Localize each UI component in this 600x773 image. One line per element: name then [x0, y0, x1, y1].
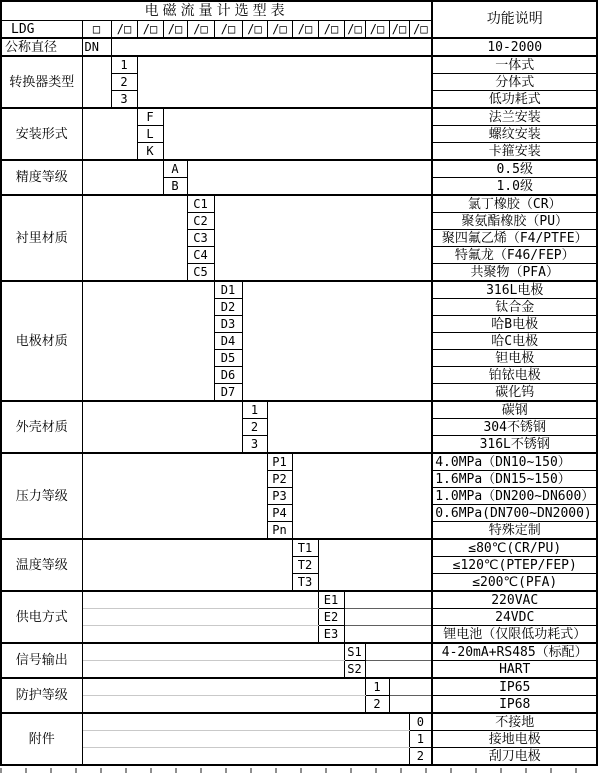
model-code-slot: /□ — [389, 21, 409, 39]
code-cell: D1 — [214, 281, 242, 299]
code-cell: C4 — [187, 247, 214, 264]
code-cell: D6 — [214, 367, 242, 384]
section-label: 衬里材质 — [1, 195, 82, 281]
spacer-cell — [389, 678, 432, 696]
code-cell: C3 — [187, 230, 214, 247]
function-desc-cell: 聚四氟乙烯（F4/PTFE） — [432, 230, 597, 247]
table-row — [1, 539, 597, 557]
code-cell: 2 — [242, 419, 267, 436]
code-cell: 2 — [409, 748, 432, 766]
table-row — [1, 661, 597, 679]
function-desc-cell: 4.0MPa（DN10~150） — [432, 453, 597, 471]
section-label: 温度等级 — [1, 539, 82, 591]
spacer-cell — [187, 160, 432, 195]
function-desc-cell: 卡箍安装 — [432, 143, 597, 161]
model-code-box: □ — [82, 21, 111, 39]
model-code-slot: /□ — [111, 21, 137, 39]
spacer-cell — [82, 539, 292, 591]
code-cell: D4 — [214, 333, 242, 350]
model-code-slot: /□ — [409, 21, 432, 39]
function-desc-cell: 氯丁橡胶（CR） — [432, 195, 597, 213]
section-label: 外壳材质 — [1, 401, 82, 453]
model-code-slot: /□ — [292, 21, 318, 39]
function-desc-cell: ≤80℃(CR/PU) — [432, 539, 597, 557]
code-cell: P2 — [267, 471, 292, 488]
spacer-cell — [82, 56, 111, 108]
spacer-cell — [82, 731, 409, 748]
model-code-slot: /□ — [318, 21, 344, 39]
code-cell: DN — [82, 38, 111, 56]
code-cell: C5 — [187, 264, 214, 282]
section-label: 转换器类型 — [1, 56, 82, 108]
function-desc-cell: 钽电极 — [432, 350, 597, 367]
code-cell: 1 — [409, 731, 432, 748]
function-desc-cell: 聚氨酯橡胶（PU） — [432, 213, 597, 230]
code-cell: T3 — [292, 574, 318, 592]
spacer-cell — [82, 401, 242, 453]
function-desc-cell: 24VDC — [432, 609, 597, 626]
function-desc-cell: 304不锈钢 — [432, 419, 597, 436]
function-desc-cell: 4-20mA+RS485（标配） — [432, 643, 597, 661]
table-row — [1, 731, 597, 748]
code-cell: E2 — [318, 609, 344, 626]
function-desc-cell: 220VAC — [432, 591, 597, 609]
selection-table-body — [1, 1, 597, 765]
code-cell: 3 — [242, 436, 267, 454]
code-cell: 1 — [242, 401, 267, 419]
table-row — [1, 38, 597, 56]
table-row — [1, 453, 597, 471]
section-label: 防护等级 — [1, 678, 82, 713]
model-code-slot: /□ — [187, 21, 214, 39]
spacer-cell — [82, 696, 365, 714]
function-desc-cell: IP68 — [432, 696, 597, 714]
spacer-cell — [82, 160, 163, 195]
code-cell: 1 — [111, 56, 137, 74]
function-desc-cell: 哈C电极 — [432, 333, 597, 350]
table-row — [1, 626, 597, 644]
model-code-slot: /□ — [214, 21, 242, 39]
function-desc-cell: IP65 — [432, 678, 597, 696]
code-cell: F — [137, 108, 163, 126]
section-label: 附件 — [1, 713, 82, 765]
function-desc-cell: ≤120℃(PTEP/FEP) — [432, 557, 597, 574]
table-row — [1, 160, 597, 178]
spacer-cell — [292, 453, 432, 539]
spacer-cell — [267, 401, 432, 453]
table-row — [1, 56, 597, 74]
spacer-cell — [82, 661, 344, 679]
function-desc-cell: 10-2000 — [432, 38, 597, 56]
function-desc-cell: 法兰安装 — [432, 108, 597, 126]
section-label: 供电方式 — [1, 591, 82, 643]
code-cell: 2 — [365, 696, 389, 714]
code-cell: A — [163, 160, 187, 178]
function-desc-cell: 钛合金 — [432, 299, 597, 316]
section-label: 精度等级 — [1, 160, 82, 195]
table-row — [1, 748, 597, 766]
table-row — [1, 108, 597, 126]
code-cell: C2 — [187, 213, 214, 230]
spacer-cell — [82, 748, 409, 766]
model-code-slot: /□ — [163, 21, 187, 39]
function-desc-cell: 螺纹安装 — [432, 126, 597, 143]
code-cell: 0 — [409, 713, 432, 731]
spacer-cell — [82, 643, 344, 661]
spacer-cell — [82, 609, 318, 626]
table-row — [1, 281, 597, 299]
function-desc-cell: 0.6MPa(DN700~DN2000) — [432, 505, 597, 522]
section-label: 公称直径 — [1, 38, 82, 56]
spacer-cell — [344, 609, 432, 626]
section-label: 电极材质 — [1, 281, 82, 401]
spacer-cell — [111, 38, 432, 56]
spacer-cell — [365, 643, 432, 661]
code-cell: L — [137, 126, 163, 143]
cropped-next-row-ticks — [0, 768, 598, 773]
code-cell: P3 — [267, 488, 292, 505]
function-desc-cell: 接地电极 — [432, 731, 597, 748]
spacer-cell — [82, 678, 365, 696]
spacer-cell — [318, 539, 432, 591]
function-desc-cell: 316L不锈钢 — [432, 436, 597, 454]
function-desc-cell: 锂电池（仅限低功耗式） — [432, 626, 597, 644]
table-row — [1, 678, 597, 696]
section-label: 信号输出 — [1, 643, 82, 678]
code-cell: 3 — [111, 91, 137, 109]
section-label: 安装形式 — [1, 108, 82, 160]
section-label: 压力等级 — [1, 453, 82, 539]
spacer-cell — [82, 108, 137, 160]
function-desc-cell: 1.6MPa（DN15~150） — [432, 471, 597, 488]
code-cell: 1 — [365, 678, 389, 696]
table-row — [1, 195, 597, 213]
spacer-cell — [389, 696, 432, 714]
code-cell: K — [137, 143, 163, 161]
function-desc-cell: 铂铱电极 — [432, 367, 597, 384]
code-cell: S1 — [344, 643, 365, 661]
code-cell: E1 — [318, 591, 344, 609]
function-desc-cell: 刮刀电极 — [432, 748, 597, 766]
spacer-cell — [163, 108, 432, 160]
model-code-slot: /□ — [365, 21, 389, 39]
function-desc-cell: 分体式 — [432, 74, 597, 91]
page-title: 电磁流量计选型表 — [1, 1, 432, 21]
spacer-cell — [82, 195, 187, 281]
table-row — [1, 591, 597, 609]
code-cell: P1 — [267, 453, 292, 471]
code-cell: D2 — [214, 299, 242, 316]
function-desc-cell: ≤200℃(PFA) — [432, 574, 597, 592]
table-row — [1, 609, 597, 626]
function-desc-cell: 1.0MPa（DN200~DN600） — [432, 488, 597, 505]
spacer-cell — [242, 281, 432, 401]
code-cell: D3 — [214, 316, 242, 333]
code-cell: Pn — [267, 522, 292, 540]
function-desc-cell: 1.0级 — [432, 178, 597, 196]
code-cell: T1 — [292, 539, 318, 557]
model-code-slot: /□ — [344, 21, 365, 39]
function-column-header: 功能说明 — [432, 1, 597, 38]
model-prefix: LDG — [1, 21, 82, 39]
table-row — [1, 1, 597, 21]
function-desc-cell: 碳钢 — [432, 401, 597, 419]
spacer-cell — [82, 626, 318, 644]
table-row — [1, 643, 597, 661]
code-cell: T2 — [292, 557, 318, 574]
spacer-cell — [214, 195, 432, 281]
code-cell: C1 — [187, 195, 214, 213]
code-cell: D7 — [214, 384, 242, 402]
spacer-cell — [82, 591, 318, 609]
function-desc-cell: 共聚物（PFA） — [432, 264, 597, 282]
spacer-cell — [137, 56, 432, 108]
function-desc-cell: HART — [432, 661, 597, 679]
table-row — [1, 401, 597, 419]
table-row — [1, 696, 597, 714]
function-desc-cell: 不接地 — [432, 713, 597, 731]
code-cell: S2 — [344, 661, 365, 679]
code-cell: 2 — [111, 74, 137, 91]
code-cell: B — [163, 178, 187, 196]
spacer-cell — [82, 281, 214, 401]
function-desc-cell: 低功耗式 — [432, 91, 597, 109]
code-cell: P4 — [267, 505, 292, 522]
function-desc-cell: 特殊定制 — [432, 522, 597, 540]
model-code-slot: /□ — [137, 21, 163, 39]
function-desc-cell: 哈B电极 — [432, 316, 597, 333]
model-code-slot: /□ — [267, 21, 292, 39]
function-desc-cell: 316L电极 — [432, 281, 597, 299]
spacer-cell — [344, 626, 432, 644]
code-cell: E3 — [318, 626, 344, 644]
model-code-slot: /□ — [242, 21, 267, 39]
function-desc-cell: 特氟龙（F46/FEP） — [432, 247, 597, 264]
spacer-cell — [365, 661, 432, 679]
function-desc-cell: 碳化钨 — [432, 384, 597, 402]
spacer-cell — [82, 453, 267, 539]
spacer-cell — [344, 591, 432, 609]
function-desc-cell: 0.5级 — [432, 160, 597, 178]
code-cell: D5 — [214, 350, 242, 367]
function-desc-cell: 一体式 — [432, 56, 597, 74]
